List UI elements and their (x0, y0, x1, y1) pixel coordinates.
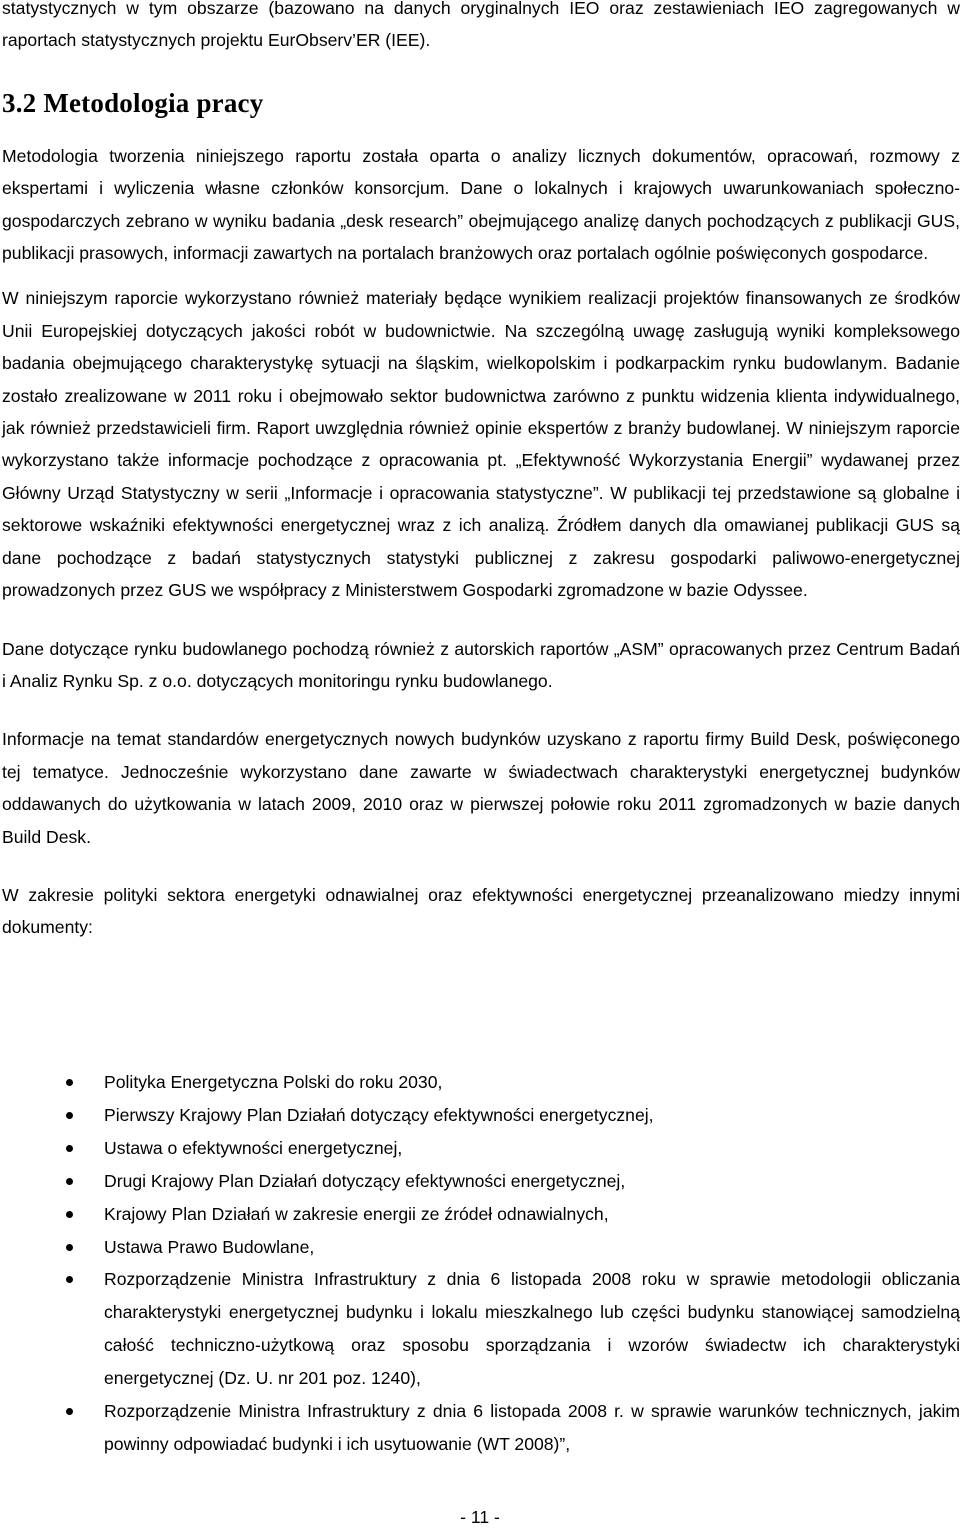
bullet-icon (66, 1145, 73, 1152)
list-item-text: Polityka Energetyczna Polski do roku 2030, (104, 1072, 443, 1092)
list-item-text: Ustawa o efektywności energetycznej, (104, 1137, 403, 1158)
list-item-text: Ustawa Prawo Budowlane, (104, 1236, 315, 1257)
list-item (0, 1263, 960, 1395)
list-item-text: Pierwszy Krajowy Plan Działań dotyczący efektywności energetycznej, (104, 1104, 654, 1125)
list-item-text: Drugi Krajowy Plan Działań dotyczący efektywności energetycznej, (104, 1170, 626, 1191)
list-item (0, 1395, 960, 1461)
paragraph-policy-intro: W zakresie polityki sektora energetyki odnawialnej oraz efektywności energetycznej przeanalizowano miedzy innymi dokumenty: (2, 884, 960, 938)
list-item (0, 1066, 960, 1099)
bullet-icon (66, 1079, 73, 1086)
section-number: 3.2 (2, 87, 37, 118)
list-item (0, 1099, 960, 1132)
section-heading (2, 86, 960, 120)
intro-paragraph: statystycznych w tym obszarze (bazowano na danych oryginalnych IEO oraz zestawieniach IEO zagregowanych w raportach statystycznych projektu EurObserv’ER (IEE). (2, 0, 960, 51)
section-title: Metodologia pracy (43, 87, 264, 118)
paragraph-build-desk: Informacje na temat standardów energetycznych nowych budynków uzyskano z raportu firmy Build Desk, poświęconego tej tematyce. Jednocześnie wykorzystano dane zawarte w świadectwach charakterystyki energetycznej budynków oddawanych do użytkowania w latach 2009, 2010 oraz w pierwszej połowie roku 2011 zgromadzonych w bazie danych Build Desk. (2, 729, 960, 847)
list-item (0, 1231, 960, 1264)
paragraph-eu-projects: W niniejszym raporcie wykorzystano również materiały będące wynikiem realizacji projektów finansowanych ze środków Unii Europejskiej dotyczących jakości robót w budownictwie. Na szczególną uwagę zasługują wyniki kompleksowego badania obejmującego charakterystykę sytuacji na śląskim, wielkopolskim i podkarpackim rynku budowlanym. Badanie zostało zrealizowane w 2011 roku i obejmowało sektor budownictwa zarówno z punktu widzenia klienta indywidualnego, jak również przedstawicieli firm. Raport uwzględnia również opinie ekspertów z branży budowlanej. W niniejszym raporcie wykorzystano także informacje pochodzące z opracowania pt. „Efektywność Wykorzystania Energii” wydawanej przez Główny Urząd Statystyczny w serii „Informacje i opracowania statystyczne”. W publikacji tej przedstawione są globalne i sektorowe wskaźniki efektywności energetycznej wraz z ich analizą. Źródłem danych dla omawianej publikacji GUS są dane pochodzące z badań statystycznych statystyki publicznej z zakresu gospodarki paliwowo-energetycznej prowadzonych przez GUS we współpracy z Ministerstwem Gospodarki zgromadzone w bazie Odyssee. (2, 288, 960, 601)
document-body (2, 0, 960, 944)
list-item (0, 1132, 960, 1165)
list-item-text: Krajowy Plan Działań w zakresie energii ze źródeł odnawialnych, (104, 1203, 609, 1224)
list-item-text: Rozporządzenie Ministra Infrastruktury z dnia 6 listopada 2008 r. w sprawie warunków technicznych, jakim powinny odpowiadać budynki i ich usytuowanie (WT 2008)”, (104, 1401, 960, 1454)
paragraph-methodology: Metodologia tworzenia niniejszego raportu została oparta o analizy licznych dokumentów, opracowań, rozmowy z ekspertami i wyliczenia własne członków konsorcjum. Dane o lokalnych i krajowych uwarunkowaniach społeczno-gospodarczych zebrano w wyniku badania „desk research” obejmującego analizę danych pochodzących z publikacji GUS, publikacji prasowych, informacji zawartych na portalach branżowych oraz portalach ogólnie poświęconych gospodarce. (2, 145, 960, 264)
bullet-icon (66, 1276, 73, 1283)
bullet-icon (66, 1408, 73, 1415)
bullet-icon (66, 1244, 73, 1251)
page-number: - 11 - (460, 1507, 500, 1527)
bullet-icon (66, 1112, 73, 1119)
list-item-text: Rozporządzenie Ministra Infrastruktury z dnia 6 listopada 2008 roku w sprawie metodologii obliczania charakterystyki energetycznej budynku i lokalu mieszkalnego lub części budynku stanowiącej samodzielną całość techniczno-użytkową oraz sposobu sporządzania i wzorów świadectw ich charakterystyki energetycznej (Dz. U. nr 201 poz. 1240), (104, 1269, 960, 1389)
paragraph-asm-reports: Dane dotyczące rynku budowlanego pochodzą również z autorskich raportów „ASM” opracowanych przez Centrum Badań i Analiz Rynku Sp. z o.o. dotyczących monitoringu rynku budowlanego. (2, 638, 960, 691)
list-item (0, 1165, 960, 1198)
documents-list (0, 1066, 960, 1461)
list-item (0, 1198, 960, 1231)
bullet-icon (66, 1178, 73, 1185)
bullet-icon (66, 1211, 73, 1218)
